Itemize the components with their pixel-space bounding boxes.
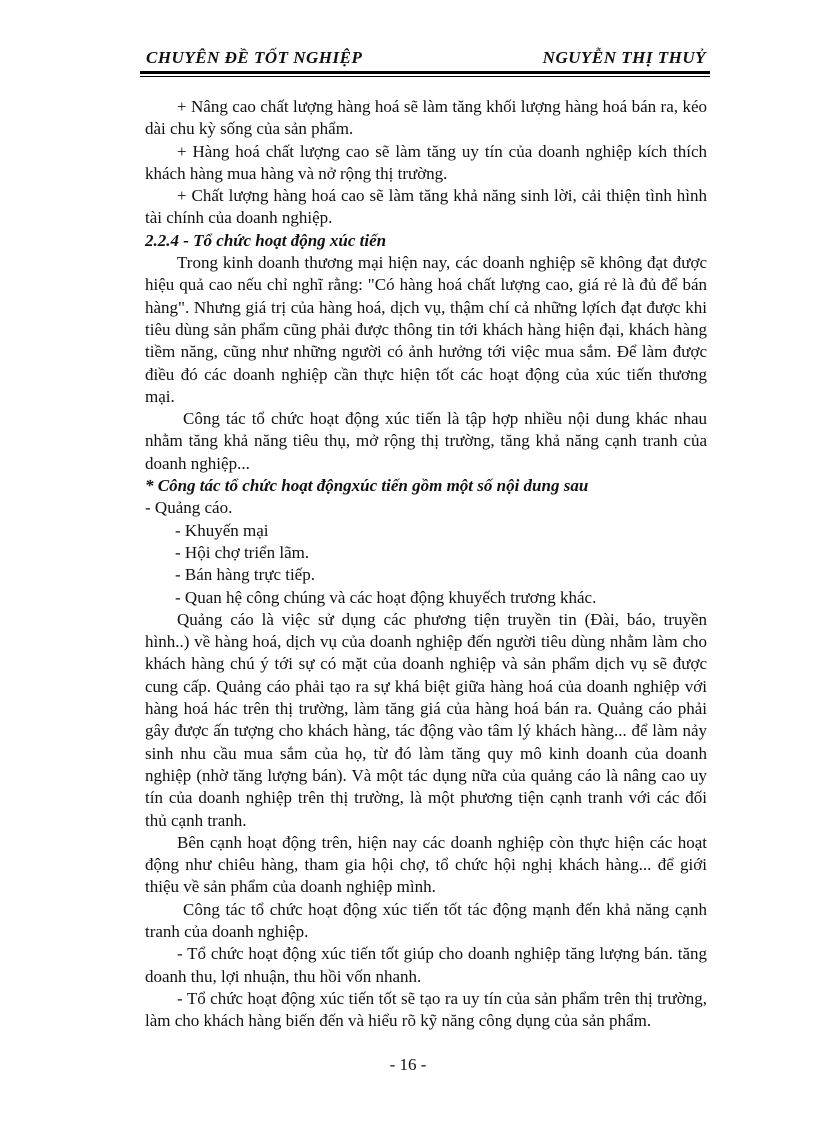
section-heading: 2.2.4 - Tổ chức hoạt động xúc tiến [145,230,387,250]
header-right-author: NGUYỄN THỊ THUỶ [542,48,706,67]
paragraph: + Nâng cao chất lượng hàng hoá sẽ làm tăng khối lượng hàng hoá bán ra, kéo dài chu kỳ sống của sản phẩm. [145,97,707,139]
paragraph: + Hàng hoá chất lượng cao sẽ làm tăng uy tín của doanh nghiệp kích thích khách hàng mua hàng và nở rộng thị trường. [145,141,707,183]
page-header [140,46,710,76]
paragraph: Công tác tổ chức hoạt động xúc tiến là tập hợp nhiều nội dung khác nhau nhằm tăng khả năng tiêu thụ, mở rộng thị trường, tăng khả năng cạnh tranh của doanh nghiệp... [145,409,707,473]
list-item: - Khuyến mại [175,520,269,540]
paragraph: - Tổ chức hoạt động xúc tiến tốt giúp cho doanh nghiệp tăng lượng bán. tăng doanh thu, lợi nhuận, thu hồi vốn nhanh. [145,944,707,986]
paragraph: + Chất lượng hàng hoá cao sẽ làm tăng khả năng sinh lời, cải thiện tình hình tài chính của doanh nghiệp. [145,186,707,228]
page-body [145,96,707,1032]
paragraph: Trong kinh doanh thương mại hiện nay, các doanh nghiệp sẽ không đạt được hiệu quả cao nếu chỉ nghĩ rằng: "Có hàng hoá chất lượng cao, giá rẻ là đủ để bán hàng". Nhưng giá trị của hàng hoá, dịch vụ, thậm chí cả những lợích đạt được khi tiêu dùng sản phẩm cũng phải được thông tin tới khách hàng hiện đại, khách hàng tiềm năng, cũng như những người có ảnh hưởng tới việc mua sắm. Để làm được điều đó các doanh nghiệp cần thực hiện tốt các hoạt động của xúc tiến thương mại. [145,253,707,406]
sub-heading: * Công tác tổ chức hoạt độngxúc tiến gồm một số nội dung sau [145,476,589,496]
list-item: - Quảng cáo. [145,498,233,518]
header-rule-thin [140,76,710,77]
page-number: - 16 - [389,1055,427,1074]
paragraph: Quảng cáo là việc sử dụng các phương tiện truyền tin (Đài, báo, truyền hình..) về hàng hoá, dịch vụ của doanh nghiệp đến người tiêu dùng nhằm làm cho khách hàng chú ý tới sự có mặt của doanh nghiệp và sản phẩm dịch vụ sẽ được cung cấp. Quảng cáo phải tạo ra sự khá biệt giữa hàng hoá của doanh nghiệp với hàng hoá hác trên thị trường, làm tăng giá của hàng hoá bán ra. Quảng cáo phải gây được ấn tượng cho khách hàng, tác động vào tâm lý khách hàng... để làm nảy sinh nhu cầu mua sắm của họ, từ đó làm tăng quy mô kinh doanh của doanh nghiệp (nhờ tăng lượng bán). Và một tác dụng nữa của quảng cáo là nâng cao uy tín của doanh nghiệp trên thị trường, là một phương tiện cạnh tranh với các đối thủ cạnh tranh. [145,609,707,830]
list-item: - Bán hàng trực tiếp. [175,565,315,585]
list-item: - Hội chợ triển lãm. [175,542,310,562]
paragraph: - Tổ chức hoạt động xúc tiến tốt sẽ tạo ra uy tín của sản phẩm trên thị trường, làm cho khách hàng biến đến và hiểu rõ kỹ năng công dụng của sản phẩm. [145,988,707,1031]
header-left-title: CHUYÊN ĐỀ TỐT NGHIỆP [146,48,363,67]
paragraph: Công tác tổ chức hoạt động xúc tiến tốt tác động mạnh đến khả năng cạnh tranh của doanh nghiệp. [145,899,707,941]
list-item: - Quan hệ công chúng và các hoạt động khuyếch trương khác. [175,587,597,607]
header-rule-thick [140,71,710,74]
paragraph: Bên cạnh hoạt động trên, hiện nay các doanh nghiệp còn thực hiện các hoạt động như chiêu hàng, tham gia hội chợ, tổ chức hội nghị khách hàng... để giới thiệu về sản phẩm của doanh nghiệp mình. [145,832,707,897]
